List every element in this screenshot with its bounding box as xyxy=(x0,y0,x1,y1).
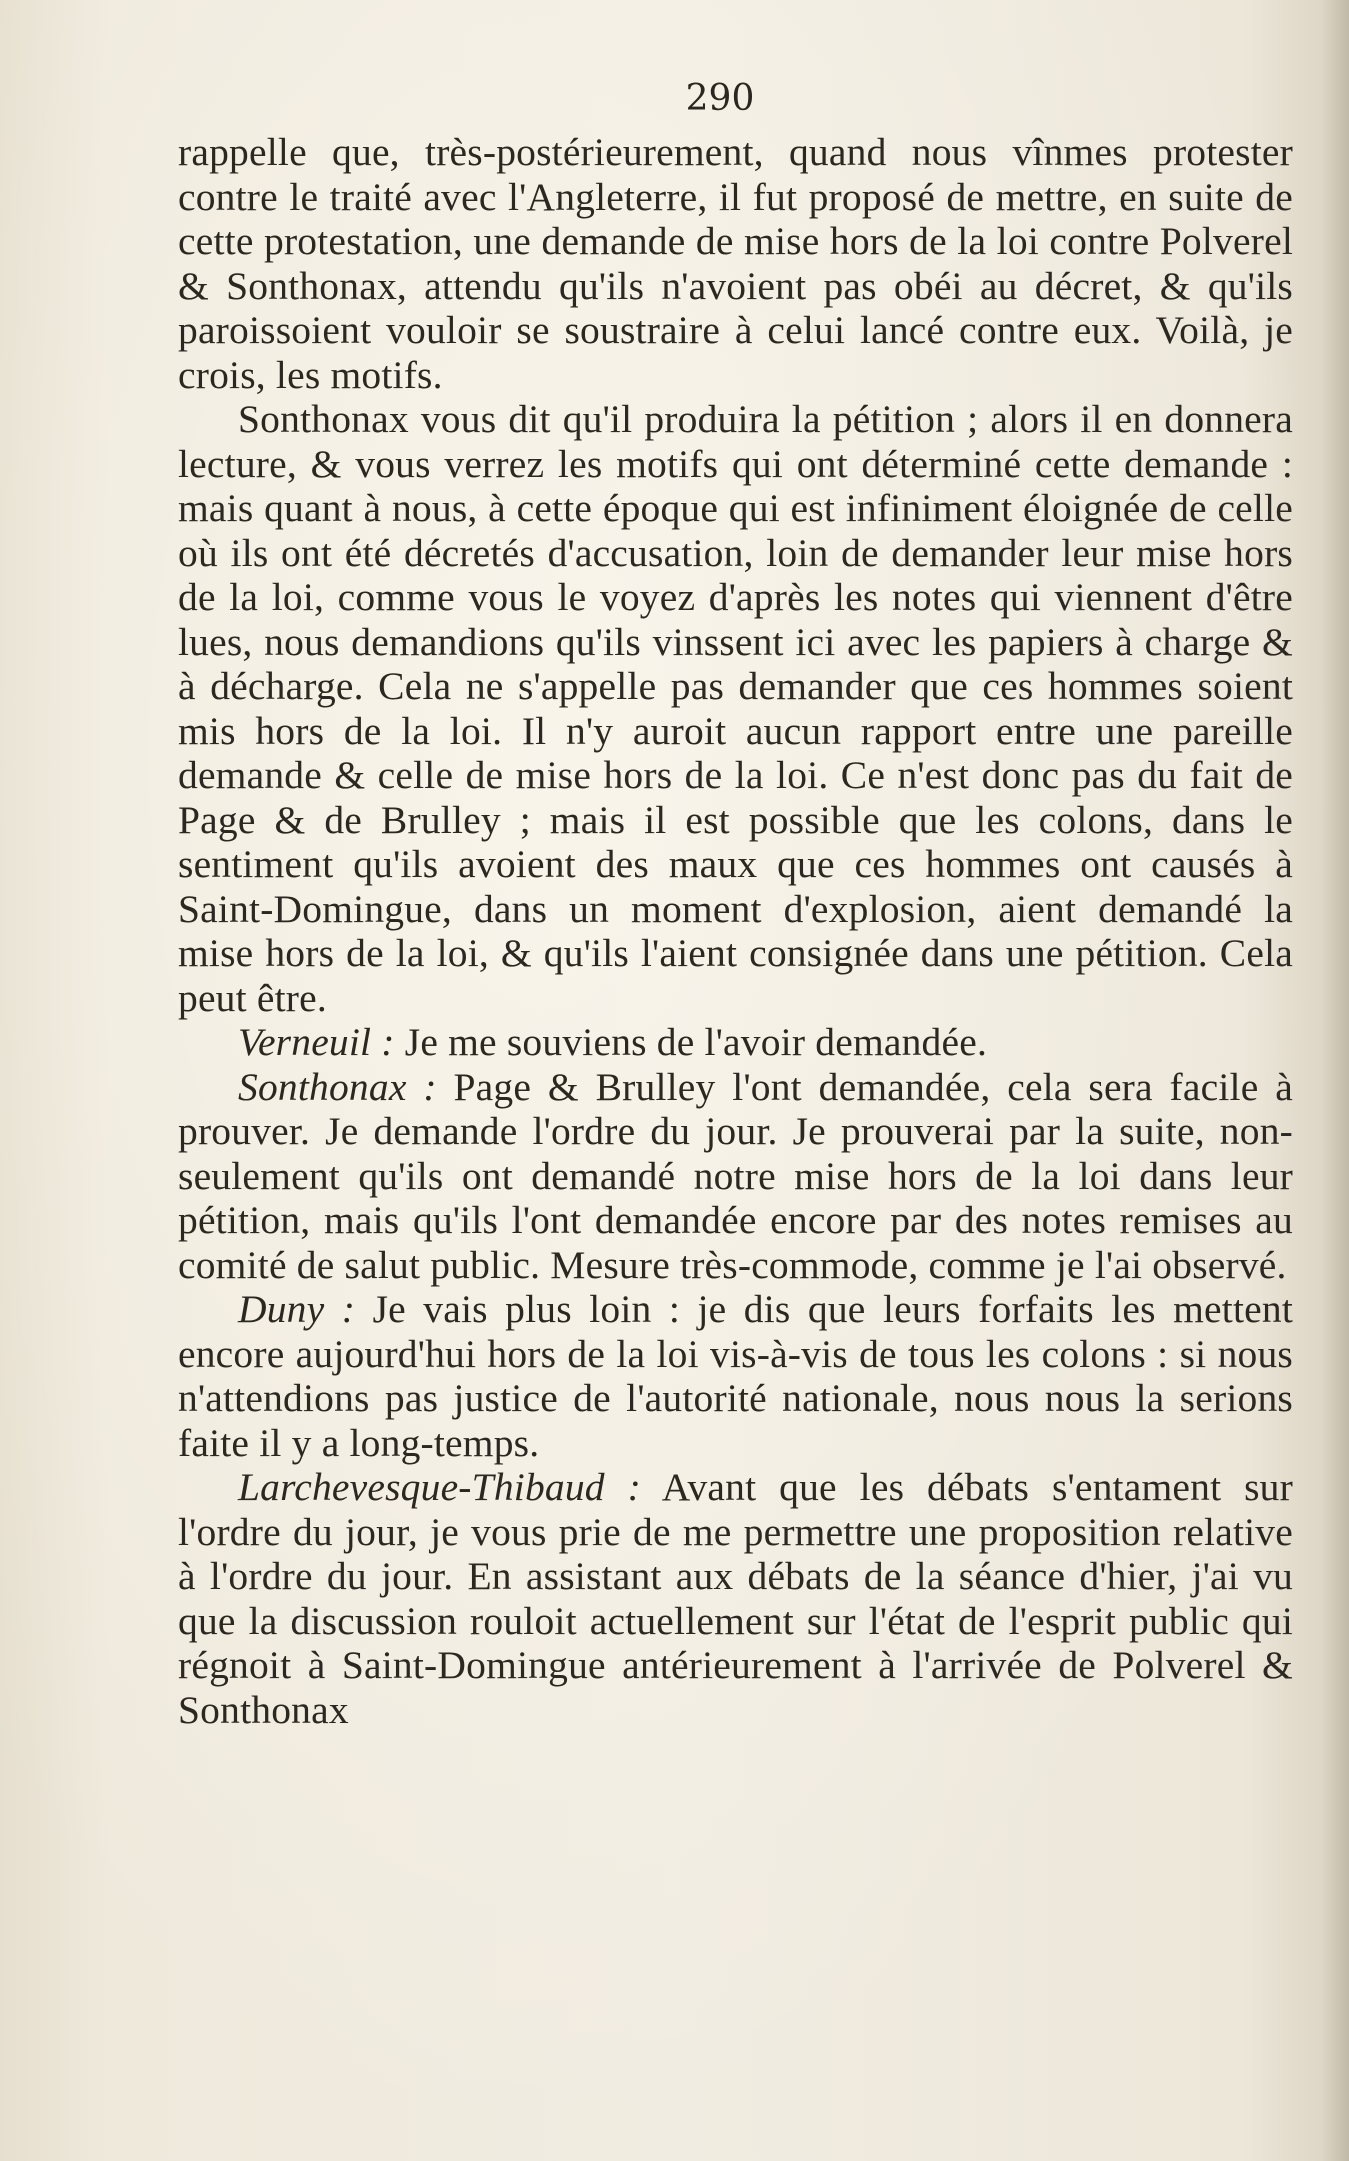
paragraph-4-speaker: Sonthonax : xyxy=(238,1064,437,1109)
paragraph-6 xyxy=(178,1465,1293,1732)
paragraph-2 xyxy=(178,397,1293,1020)
paragraph-1-text: rappelle que, très-postérieurement, quand nous vînmes protester contre le traité avec l'Angleterre, il fut proposé de mettre, en suite de cette protestation, une demande de mise hors de la loi contre Polverel & Sonthonax, attendu qu'ils n'avoient pas obéi au décret, & qu'ils paroissoient vouloir se soustraire à celui lancé contre eux. Voilà, je crois, les motifs. xyxy=(178,130,1293,397)
paragraph-5-text: Je vais plus loin : je dis que leurs forfaits les mettent encore aujourd'hui hors de la loi vis-à-vis de tous les colons : si nous n'attendions pas justice de l'autorité nationale, nous nous la serions faite il y a long-temps. xyxy=(178,1287,1293,1465)
paragraph-3-speaker: Verneuil : xyxy=(238,1020,395,1064)
body-text xyxy=(178,130,1293,1732)
paragraph-3 xyxy=(178,1020,1293,1065)
page-edge-shadow xyxy=(1321,0,1349,2161)
paragraph-6-text: Avant que les débats s'entament sur l'ordre du jour, je vous prie de me permettre une proposition relative à l'ordre du jour. En assistant aux débats de la séance d'hier, j'ai vu que la discussion rouloit actuellement sur l'état de l'esprit public qui régnoit à Saint-Domingue antérieurement à l'arrivée de Polverel & Sonthonax xyxy=(178,1465,1293,1732)
paragraph-1 xyxy=(178,130,1293,397)
page-number: 290 xyxy=(685,78,755,119)
paragraph-4 xyxy=(178,1065,1293,1288)
paragraph-5-speaker: Duny : xyxy=(238,1287,356,1331)
paragraph-2-text: Sonthonax vous dit qu'il produira la pétition ; alors il en donnera lecture, & vous verrez les motifs qui ont déterminé cette demande : mais quant à nous, à cette époque qui est infiniment éloignée de celle où ils ont été décretés d'accusation, loin de demander leur mise hors de la loi, comme vous le voyez d'après les notes qui viennent d'être lues, nous demandions qu'ils vinssent ici avec les papiers à charge & à décharge. Cela ne s'appelle pas demander que ces hommes soient mis hors de la loi. Il n'y auroit aucun rapport entre une pareille demande & celle de mise hors de la loi. Ce n'est donc pas du fait de Page & de Brulley ; mais il est possible que les colons, dans le sentiment qu'ils avoient des maux que ces hommes ont causés à Saint-Domingue, dans un moment d'explosion, aient demandé la mise hors de la loi, & qu'ils l'aient consignée dans une pétition. Cela peut être. xyxy=(178,397,1293,1020)
paragraph-5 xyxy=(178,1287,1293,1465)
paragraph-6-speaker: Larchevesque-Thibaud : xyxy=(238,1465,641,1509)
paragraph-3-text: Je me souviens de l'avoir demandée. xyxy=(404,1020,988,1064)
paragraph-4-text: Page & Brulley l'ont demandée, cela sera facile à prouver. Je demande l'ordre du jour. Je prouverai par la suite, non-seulement qu'ils ont demandé notre mise hors de la loi dans leur pétition, mais qu'ils l'ont demandée encore par des notes remises au comité de salut public. Mesure très-commode, comme je l'ai observé. xyxy=(178,1064,1293,1287)
